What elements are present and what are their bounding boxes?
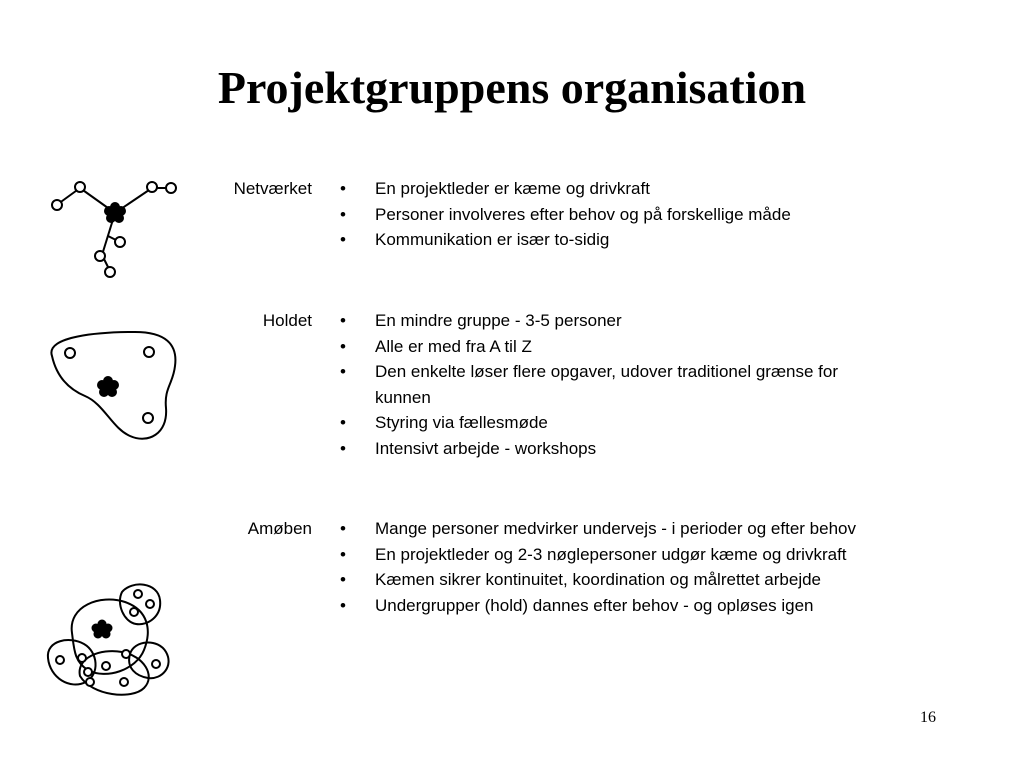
- slide-title: Projektgruppens organisation: [217, 62, 807, 113]
- list-item: • Personer involveres efter behov og på forskellige måde: [340, 204, 791, 224]
- network-diagram-icon: [40, 170, 190, 285]
- section-label: Netværket: [233, 179, 312, 198]
- list-item: • Den enkelte løser flere opgaver, udover traditionel grænse for kunnen: [340, 362, 839, 407]
- list-item: • Undergrupper (hold) dannes efter behov - og opløses igen: [340, 595, 814, 615]
- bullet-list: [338, 308, 918, 461]
- amoeba-diagram-icon: [40, 578, 175, 703]
- team-diagram-icon: [40, 326, 185, 446]
- list-item: • Styring via fællesmøde: [340, 413, 548, 432]
- bullet-list: [338, 516, 918, 618]
- list-item: • En mindre gruppe - 3-5 personer: [340, 311, 622, 330]
- bullet-list: [338, 176, 918, 253]
- section-label: Amøben: [247, 519, 312, 538]
- list-item: • Mange personer medvirker undervejs - i perioder og efter behov: [340, 519, 856, 538]
- list-item: • En projektleder er kæme og drivkraft: [340, 179, 650, 198]
- list-item: • Kommunikation er især to-sidig: [340, 230, 610, 249]
- list-item: • Alle er med fra A til Z: [340, 336, 532, 356]
- list-item: • Kæmen sikrer kontinuitet, koordination og målrettet arbejde: [340, 570, 822, 589]
- section-label: Holdet: [262, 311, 312, 330]
- list-item: • Intensivt arbejde - workshops: [340, 438, 597, 458]
- page-number: 16: [920, 709, 936, 726]
- list-item: • En projektleder og 2-3 nøglepersoner udgør kæme og drivkraft: [340, 544, 847, 564]
